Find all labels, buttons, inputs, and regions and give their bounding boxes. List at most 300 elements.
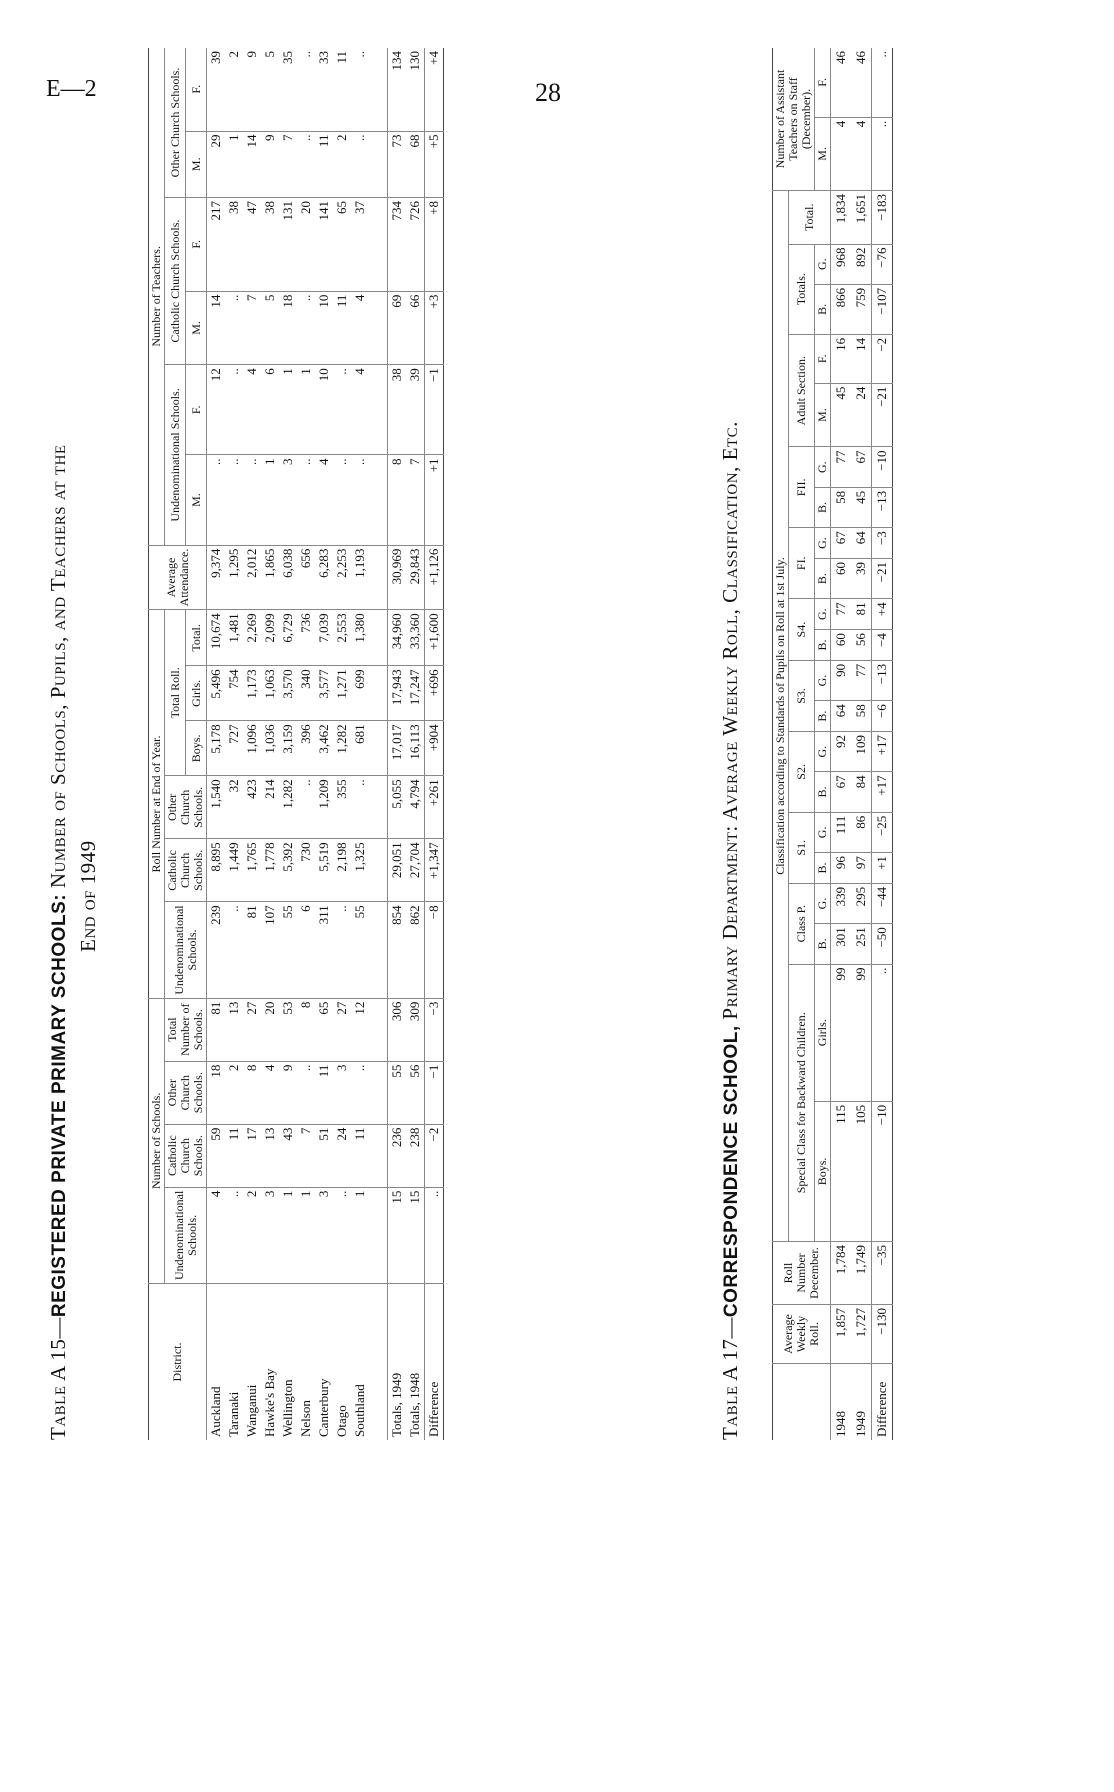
table17-caption: Table A 17—CORRESPONDENCE SCHOOL, Primary Department: Average Weekly Roll, Classification, Etc. <box>718 421 742 1440</box>
table-cell: 301 <box>831 924 852 964</box>
header-adult: Adult Section. <box>789 334 815 447</box>
header-m: M. <box>815 383 831 447</box>
header-year <box>773 1364 831 1441</box>
table-cell: +17 <box>872 772 893 812</box>
table-cell: 1,325 <box>351 839 369 902</box>
table-cell: .. <box>225 365 243 455</box>
table-cell: 11 <box>315 131 333 197</box>
table-cell: 727 <box>225 721 243 776</box>
table-cell: 51 <box>315 1124 333 1187</box>
table-row <box>243 48 261 1440</box>
header-boys: Boys. <box>815 1101 831 1241</box>
table-cell: 38 <box>261 197 279 291</box>
table-cell: +904 <box>425 721 444 776</box>
table-cell: 8 <box>243 1061 261 1124</box>
table-cell: +4 <box>425 48 444 131</box>
table-cell: 12 <box>207 365 226 455</box>
table-cell: −2 <box>425 1124 444 1187</box>
table-row <box>351 48 369 1440</box>
table-cell: 1,865 <box>261 545 279 610</box>
table-cell: 1,540 <box>207 776 226 839</box>
table-cell: .. <box>872 48 893 117</box>
header-total-roll: Total Roll. <box>165 610 186 776</box>
totals-row <box>406 48 425 1440</box>
row-label: Auckland <box>207 1284 226 1441</box>
header-f: F. <box>186 48 207 131</box>
table-cell: 14 <box>243 131 261 197</box>
header-f: F. <box>186 197 207 291</box>
table-cell: 27 <box>333 998 351 1061</box>
table-cell: +1,600 <box>425 610 444 666</box>
table-cell: .. <box>351 776 369 839</box>
table-cell: 2,269 <box>243 610 261 666</box>
table-cell: −10 <box>872 447 893 487</box>
table-cell: .. <box>207 455 226 545</box>
table-cell: 4 <box>207 1187 226 1283</box>
table-cell: 10,674 <box>207 610 226 666</box>
table-cell: 1,834 <box>831 191 852 245</box>
table-cell: .. <box>225 455 243 545</box>
table-cell: 92 <box>831 731 852 771</box>
table-cell: .. <box>333 365 351 455</box>
table-cell: 5,519 <box>315 839 333 902</box>
table-cell: 339 <box>831 883 852 923</box>
table-cell: 311 <box>315 902 333 998</box>
table-cell: 67 <box>831 528 852 559</box>
table-cell: 17,943 <box>388 666 407 721</box>
table-cell: 67 <box>831 772 852 812</box>
table-cell: 8,895 <box>207 839 226 902</box>
table-cell: 6,283 <box>315 545 333 610</box>
table-cell: 43 <box>279 1124 297 1187</box>
table15-body <box>207 48 444 1440</box>
table-cell: 16,113 <box>406 721 425 776</box>
header-roll-number-december: Roll Number December. <box>773 1242 831 1305</box>
table-cell: −1 <box>425 1061 444 1124</box>
table-cell: 4 <box>851 117 872 190</box>
table-cell: 699 <box>351 666 369 721</box>
row-label: 1948 <box>831 1364 852 1441</box>
table-cell: 10 <box>315 365 333 455</box>
table-cell: +4 <box>872 599 893 630</box>
table15-subtitle2: End of 1949 <box>76 840 100 952</box>
table-cell: −3 <box>872 528 893 559</box>
table-cell: 134 <box>388 48 407 131</box>
table-cell: 6 <box>261 365 279 455</box>
table-cell: 109 <box>851 731 872 771</box>
header-m: M. <box>186 291 207 365</box>
header-class-p: Class P. <box>789 883 815 964</box>
header-average-attendance: Average Attendance. <box>149 545 207 610</box>
table-cell: 39 <box>851 558 872 598</box>
table-cell: 656 <box>297 545 315 610</box>
table-cell: 69 <box>388 291 407 365</box>
table-cell: 20 <box>297 197 315 291</box>
table-cell: 11 <box>315 1061 333 1124</box>
table-cell: 9 <box>261 131 279 197</box>
table-cell: 12 <box>351 998 369 1061</box>
table-cell: 33,360 <box>406 610 425 666</box>
table-cell: 3,159 <box>279 721 297 776</box>
table-cell: 7 <box>297 1124 315 1187</box>
table-cell: 5,496 <box>207 666 226 721</box>
table-cell: 2,012 <box>243 545 261 610</box>
table-cell: 7 <box>243 291 261 365</box>
table-cell: 131 <box>279 197 297 291</box>
header-b: B. <box>815 558 831 598</box>
header-total-number: Total Number of Schools. <box>165 998 207 1061</box>
table-cell: 55 <box>279 902 297 998</box>
table-cell: 99 <box>831 964 852 1101</box>
row-label: Taranaki <box>226 1391 241 1437</box>
table-cell: 35 <box>279 48 297 131</box>
row-label: Hawke's Bay <box>262 1368 277 1437</box>
table-cell: 64 <box>831 701 852 732</box>
header-teach-undenom: Undenominational Schools. <box>165 365 186 545</box>
table-cell: 1,749 <box>851 1242 872 1305</box>
table-cell: 27,704 <box>406 839 425 902</box>
table-row <box>315 48 333 1440</box>
table-cell: 2,553 <box>333 610 351 666</box>
table-cell: 1,096 <box>243 721 261 776</box>
table-cell: 1,282 <box>333 721 351 776</box>
table-cell: −2 <box>872 334 893 383</box>
table-row <box>279 48 297 1440</box>
table-cell: 1,173 <box>243 666 261 721</box>
table-cell: −25 <box>872 812 893 852</box>
table-cell: 5 <box>261 48 279 131</box>
table-cell: 2,099 <box>261 610 279 666</box>
table-cell: −13 <box>872 487 893 527</box>
table-cell: 15 <box>406 1187 425 1283</box>
table-cell: 3,462 <box>315 721 333 776</box>
table-cell: 34,960 <box>388 610 407 666</box>
table-cell: 2 <box>225 1061 243 1124</box>
table-cell: 37 <box>351 197 369 291</box>
table-cell: −183 <box>872 191 893 245</box>
table-cell: 9 <box>243 48 261 131</box>
table-cell: 1,282 <box>279 776 297 839</box>
table-cell: 1,778 <box>261 839 279 902</box>
table-cell: 396 <box>297 721 315 776</box>
table-cell: 681 <box>351 721 369 776</box>
table-cell: 2 <box>333 131 351 197</box>
row-label: Difference <box>872 1364 893 1441</box>
table-cell: 1,295 <box>225 545 243 610</box>
table-cell: 13 <box>261 1124 279 1187</box>
table-row <box>851 48 872 1440</box>
table-cell: 111 <box>831 812 852 852</box>
table17-subtitle: Primary Department: Average Weekly Roll, Classification, Etc. <box>718 421 742 1020</box>
table-cell: 45 <box>831 383 852 447</box>
table-cell: −21 <box>872 558 893 598</box>
table-cell: .. <box>351 455 369 545</box>
table-cell: 84 <box>851 772 872 812</box>
table-cell: 11 <box>333 48 351 131</box>
table-cell: 7 <box>406 455 425 545</box>
table-cell: 295 <box>851 883 872 923</box>
header-f1: FI. <box>789 528 815 599</box>
table-cell: 754 <box>225 666 243 721</box>
header-b: B. <box>815 701 831 732</box>
difference-row <box>425 48 444 1440</box>
table-cell: 9,374 <box>207 545 226 610</box>
table-cell: +696 <box>425 666 444 721</box>
header-girls: Girls. <box>186 666 207 721</box>
table-cell: 45 <box>851 487 872 527</box>
header-g: G. <box>815 447 831 487</box>
table-cell: 73 <box>388 131 407 197</box>
header-roll-number: Roll Number at End of Year. <box>149 610 165 998</box>
table-cell: 11 <box>333 291 351 365</box>
table-cell: 14 <box>207 291 226 365</box>
table-cell: .. <box>333 902 351 998</box>
table-cell: 96 <box>831 853 852 884</box>
table-cell: 32 <box>225 776 243 839</box>
row-label: Canterbury <box>316 1378 331 1437</box>
table-cell: 107 <box>261 902 279 998</box>
header-boys: Boys. <box>186 721 207 776</box>
table-cell: 38 <box>225 197 243 291</box>
header-b: B. <box>815 487 831 527</box>
spacer-row <box>369 48 388 1440</box>
table-cell: 58 <box>851 701 872 732</box>
table-cell: 115 <box>831 1101 852 1241</box>
header-average-weekly-roll: Average Weekly Roll. <box>773 1305 831 1364</box>
table-cell: 17 <box>243 1124 261 1187</box>
totals-row <box>388 48 407 1440</box>
table-cell: .. <box>872 964 893 1101</box>
header-g: G. <box>815 812 831 852</box>
table-cell: 2 <box>243 1187 261 1283</box>
table-cell: .. <box>425 1187 444 1283</box>
header-girls: Girls. <box>815 964 831 1101</box>
table-cell: 77 <box>851 660 872 700</box>
table17-label: Table A 17 <box>718 1338 742 1440</box>
table-cell: 1 <box>297 365 315 455</box>
table-cell: 30,969 <box>388 545 407 610</box>
table-cell: 24 <box>851 383 872 447</box>
table-cell: −130 <box>872 1305 893 1364</box>
table-cell: 64 <box>851 528 872 559</box>
table-cell: 730 <box>297 839 315 902</box>
header-g: G. <box>815 599 831 630</box>
header-roll-catholic: Catholic Church Schools. <box>165 839 207 902</box>
table-cell: 4 <box>831 117 852 190</box>
table-cell: 423 <box>243 776 261 839</box>
table-cell: 8 <box>388 455 407 545</box>
table15-label: Table A 15 <box>46 1338 70 1440</box>
table17-body <box>831 48 893 1440</box>
table-cell: .. <box>297 1061 315 1124</box>
table-cell: 6 <box>297 902 315 998</box>
header-s2: S2. <box>789 731 815 812</box>
header-special-class: Special Class for Backward Children. <box>789 964 815 1241</box>
table-cell: 11 <box>351 1124 369 1187</box>
table-cell: .. <box>297 776 315 839</box>
table-cell: 4,794 <box>406 776 425 839</box>
table-cell: +5 <box>425 131 444 197</box>
page-number: 28 <box>535 78 561 107</box>
table-cell: 24 <box>333 1124 351 1187</box>
table-cell: 77 <box>831 599 852 630</box>
header-roll-other: Other Church Schools. <box>165 776 207 839</box>
table-row <box>261 48 279 1440</box>
header-number-of-teachers: Number of Teachers. <box>149 48 165 545</box>
table-cell: 130 <box>406 48 425 131</box>
header-g: G. <box>815 660 831 700</box>
table-cell: .. <box>333 455 351 545</box>
header-g: G. <box>815 244 831 284</box>
table-cell: 77 <box>831 447 852 487</box>
table-cell: .. <box>872 117 893 190</box>
row-label: Difference <box>425 1284 444 1441</box>
table15 <box>148 48 444 1440</box>
table-cell: 3,577 <box>315 666 333 721</box>
table-cell: 236 <box>388 1124 407 1187</box>
table-cell: +8 <box>425 197 444 291</box>
row-label: Wanganui <box>244 1384 259 1437</box>
table-cell: 1,209 <box>315 776 333 839</box>
header-f: F. <box>815 334 831 383</box>
table-cell: 1,380 <box>351 610 369 666</box>
table-cell: 17,017 <box>388 721 407 776</box>
table-row <box>297 48 315 1440</box>
header-district: District. <box>149 1284 207 1441</box>
table17-title: CORRESPONDENCE SCHOOL, <box>721 1025 742 1318</box>
table-cell: 6,038 <box>279 545 297 610</box>
table-cell: 9 <box>279 1061 297 1124</box>
table-cell: 65 <box>315 998 333 1061</box>
table-cell: −6 <box>872 701 893 732</box>
header-assistant-teachers: Number of Assistant Teachers on Staff (December). <box>773 48 815 191</box>
table-cell: 892 <box>851 244 872 284</box>
table-cell: 141 <box>315 197 333 291</box>
table-cell: −8 <box>425 902 444 998</box>
table-cell: 1 <box>279 365 297 455</box>
table-cell: 33 <box>315 48 333 131</box>
table-cell: +1 <box>872 853 893 884</box>
table-cell: 862 <box>406 902 425 998</box>
table-cell: .. <box>225 1187 243 1283</box>
table-cell: −44 <box>872 883 893 923</box>
table-cell: 5,392 <box>279 839 297 902</box>
table-cell: 239 <box>207 902 226 998</box>
table-cell: 53 <box>279 998 297 1061</box>
table-cell: 968 <box>831 244 852 284</box>
table-cell: .. <box>297 131 315 197</box>
table-cell: 1 <box>261 455 279 545</box>
table-cell: 1,784 <box>831 1242 852 1305</box>
header-f: F. <box>186 365 207 455</box>
header-undenom: Undenominational Schools. <box>165 1187 207 1283</box>
table-cell: 55 <box>351 902 369 998</box>
table-cell: 1,651 <box>851 191 872 245</box>
header-f: F. <box>815 48 831 117</box>
table-cell: 4 <box>261 1061 279 1124</box>
table-cell: 3 <box>315 1187 333 1283</box>
table-cell: 1 <box>351 1187 369 1283</box>
table-cell: 10 <box>315 291 333 365</box>
table-cell: 99 <box>851 964 872 1101</box>
header-b: B. <box>815 924 831 964</box>
row-label: 1949 <box>853 1411 868 1437</box>
table-cell: 306 <box>388 998 407 1061</box>
row-label: Totals, 1948 <box>407 1372 422 1437</box>
table-cell: 217 <box>207 197 226 291</box>
table-cell: +3 <box>425 291 444 365</box>
header-teach-other: Other Church Schools. <box>165 48 186 197</box>
table-cell: 18 <box>207 1061 226 1124</box>
header-catholic: Catholic Church Schools. <box>165 1124 207 1187</box>
table-cell: 4 <box>315 455 333 545</box>
table-cell: 1,063 <box>261 666 279 721</box>
table-cell: 46 <box>831 48 852 117</box>
table15-subtitle2-wrap <box>76 840 101 952</box>
table-cell: 38 <box>388 365 407 455</box>
table-cell: 56 <box>406 1061 425 1124</box>
table-cell: 81 <box>851 599 872 630</box>
table-cell: .. <box>225 902 243 998</box>
table-cell: 18 <box>279 291 297 365</box>
header-totals: Totals. <box>789 244 815 334</box>
header-total: Total. <box>186 610 207 666</box>
table-cell: 1 <box>279 1187 297 1283</box>
table-cell: 5 <box>261 291 279 365</box>
header-g: G. <box>815 731 831 771</box>
table-cell: 3 <box>279 455 297 545</box>
table-cell: 67 <box>851 447 872 487</box>
table-cell: 309 <box>406 998 425 1061</box>
table-cell: 214 <box>261 776 279 839</box>
table-cell: 726 <box>406 197 425 291</box>
header-s4: S4. <box>789 599 815 661</box>
table-cell: 3,570 <box>279 666 297 721</box>
table-cell: −76 <box>872 244 893 284</box>
table-cell: 58 <box>831 487 852 527</box>
table-cell: 1,481 <box>225 610 243 666</box>
table-cell: 340 <box>297 666 315 721</box>
table-cell: 251 <box>851 924 872 964</box>
table-cell: +1,126 <box>425 545 444 610</box>
table-cell: 65 <box>333 197 351 291</box>
table-cell: 81 <box>243 902 261 998</box>
table-cell: 66 <box>406 291 425 365</box>
header-teach-catholic: Catholic Church Schools. <box>165 197 186 364</box>
row-label: Southland <box>352 1384 367 1437</box>
header-g: G. <box>815 528 831 559</box>
table-cell: 46 <box>851 48 872 117</box>
row-label: Nelson <box>298 1400 313 1437</box>
table-cell: 14 <box>851 334 872 383</box>
header-classification: Classification according to Standards of Pupils on Roll at 1st July. <box>773 191 789 1242</box>
table-cell: 1,193 <box>351 545 369 610</box>
table-cell: −13 <box>872 660 893 700</box>
table17 <box>772 48 893 1440</box>
table-cell: 8 <box>297 998 315 1061</box>
table-cell: 60 <box>831 558 852 598</box>
header-b: B. <box>815 284 831 334</box>
table-cell: 4 <box>243 365 261 455</box>
table-cell: 1 <box>225 131 243 197</box>
table-cell: 734 <box>388 197 407 291</box>
table-row <box>207 48 226 1440</box>
table-cell: 2 <box>225 48 243 131</box>
table-row <box>831 48 852 1440</box>
table15-subtitle: Number of Schools, Pupils, and Teachers at the <box>46 444 70 889</box>
table-cell: −50 <box>872 924 893 964</box>
table-cell: 866 <box>831 284 852 334</box>
